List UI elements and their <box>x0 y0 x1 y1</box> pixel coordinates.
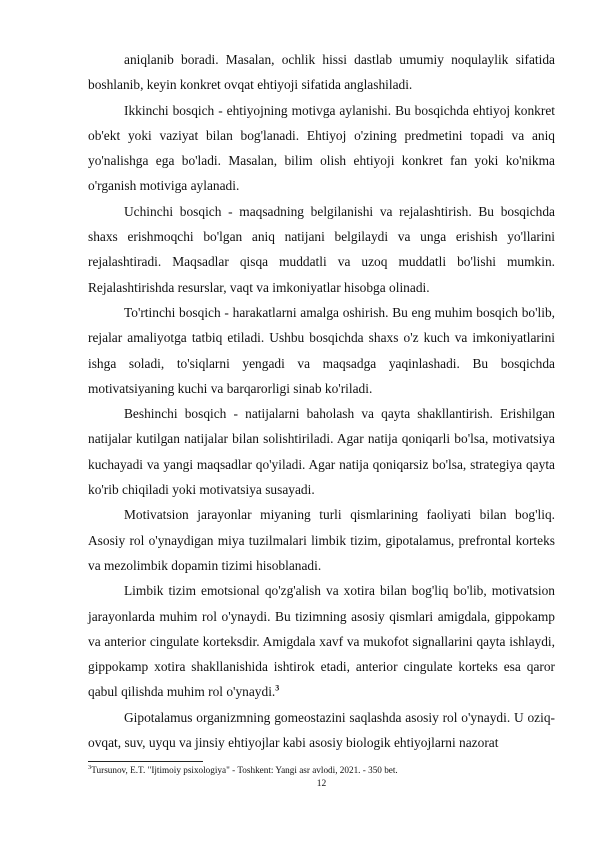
footnote <box>88 764 555 776</box>
footnote-reference[interactable]: 3 <box>275 683 280 693</box>
paragraph-6: Motivatsion jarayonlar miyaning turli qismlarining faoliyati bilan bog'liq. Asosiy rol o'ynaydigan miya tuzilmalari limbik tizim, gipotalamus, prefrontal korteks va mezolimbik dopamin tizimi hisoblanadi. <box>88 507 555 573</box>
paragraph-8: Gipotalamus organizmning gomeostazini saqlashda asosiy rol o'ynaydi. U oziq-ovqat, suv, uyqu va jinsiy ehtiyojlar kabi asosiy biologik ehtiyojlarni nazorat <box>88 709 555 751</box>
document-body <box>88 47 555 755</box>
paragraph-4: To'rtinchi bosqich - harakatlarni amalga oshirish. Bu eng muhim bosqich bo'lib, rejalar amaliyotga tatbiq etiladi. Ushbu bosqichda shaxs o'z kuch va imkoniyatlarini ishga soladi, to'siqlarni yengadi va maqsadga yaqinlashadi. Bu bosqichda motivatsiyaning kuchi va barqarorligi sinab ko'riladi. <box>88 304 555 396</box>
paragraph-5: Beshinchi bosqich - natijalarni baholash va qayta shakllantirish. Erishilgan natijalar kutilgan natijalar bilan solishtiriladi. Agar natija qoniqarli bo'lsa, motivatsiya kuchayadi va yangi maqsadlar qo'yiladi. Agar natija qoniqarsiz bo'lsa, strategiya qayta ko'rib chiqiladi yoki motivatsiya susayadi. <box>88 406 555 498</box>
paragraph-2: Ikkinchi bosqich - ehtiyojning motivga aylanishi. Bu bosqichda ehtiyoj konkret ob'ekt yoki vaziyat bilan bog'lanadi. Ehtiyoj o'zining predmetini topadi va aniq yo'nalishga ega bo'ladi. Masalan, bilim olish ehtiyoji konkret fan yoki ko'nikma o'rganish motiviga aylanadi. <box>88 102 555 194</box>
paragraph-1: aniqlanib boradi. Masalan, ochlik hissi dastlab umumiy noqulaylik sifatida boshlanib, keyin konkret ovqat ehtiyoji sifatida anglashiladi. <box>88 52 555 93</box>
paragraph-7-text: Limbik tizim emotsional qo'zg'alish va xotira bilan bog'liq bo'lib, motivatsion jarayonlarda muhim rol o'ynaydi. Bu tizimning asosiy qismlari amigdala, gippokamp va anterior cingulate korteksdir. Amigdala xavf va mukofot signallarini qayta ishlaydi, gippokamp xotira shakllanishida ishtirok etadi, anterior cingulate korteks esa qaror qabul qilishda muhim rol o'ynaydi. <box>88 583 555 700</box>
paragraph-3: Uchinchi bosqich - maqsadning belgilanishi va rejalashtirish. Bu bosqichda shaxs erishmoqchi bo'lgan aniq natijani belgilaydi va unga erishish yo'llarini rejalashtiradi. Maqsadlar qisqa muddatli va uzoq muddatli bo'lishi mumkin. Rejalashtirishda resurslar, vaqt va imkoniyatlar hisobga olinadi. <box>88 203 555 295</box>
footnote-text: Tursunov, E.T. "Ijtimoiy psixologiya" - Toshkent: Yangi asr avlodi, 2021. - 350 bet. <box>91 765 398 775</box>
footnote-mark: 3 <box>88 763 92 771</box>
page-number: 12 <box>316 779 327 789</box>
footnote-separator <box>88 761 203 762</box>
paragraph-7 <box>88 578 555 704</box>
